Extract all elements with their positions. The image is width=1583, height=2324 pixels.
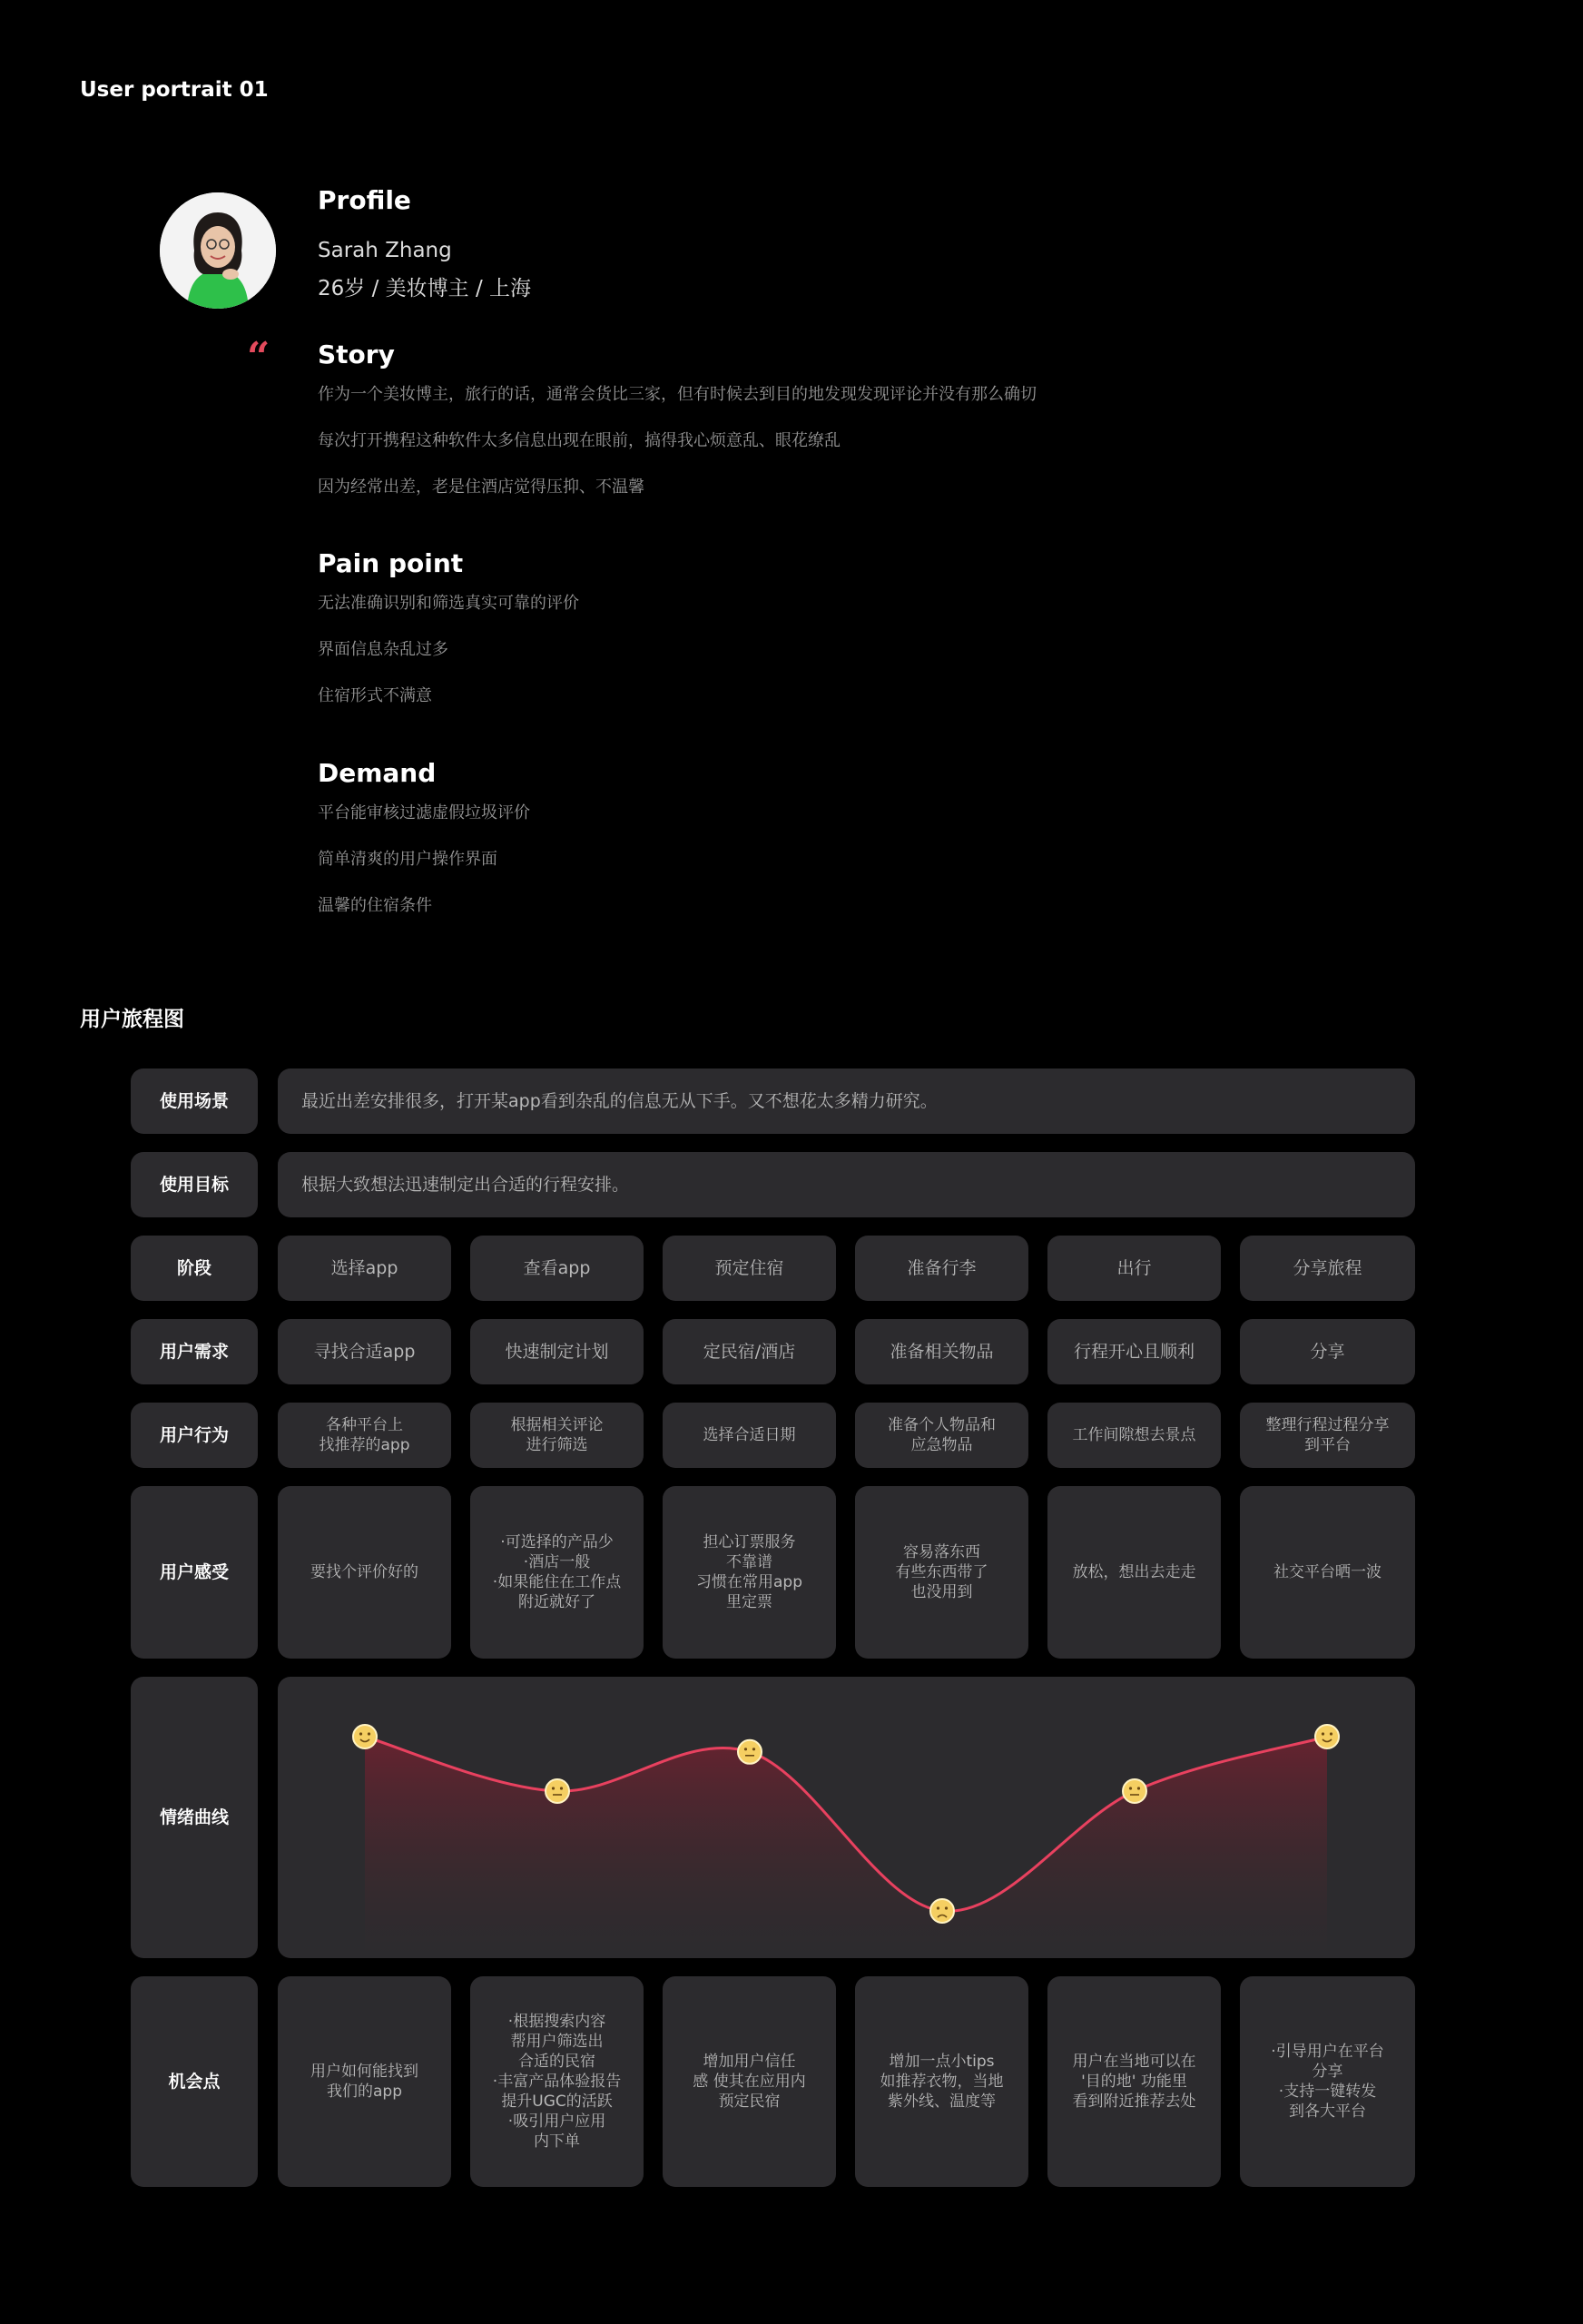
need-cell: 定民宿/酒店 xyxy=(663,1319,836,1384)
opportunity-cell: 用户在当地可以在 '目的地' 功能里 看到附近推荐去处 xyxy=(1047,1976,1221,2187)
quote-icon: “ xyxy=(247,334,270,380)
profile-section xyxy=(318,185,1316,301)
label-goal: 使用目标 xyxy=(131,1152,258,1217)
emotion-curve-svg xyxy=(278,1677,1415,1958)
scene-text: 最近出差安排很多，打开某app看到杂乱的信息无从下手。又不想花太多精力研究。 xyxy=(278,1068,1415,1134)
demand-line: 平台能审核过滤虚假垃圾评价 xyxy=(318,803,530,822)
demand-heading: Demand xyxy=(318,758,437,788)
demand-line: 温馨的住宿条件 xyxy=(318,896,432,915)
story-line: 因为经常出差，老是住酒店觉得压抑、不温馨 xyxy=(318,478,644,497)
emotion-point-happy-icon xyxy=(353,1725,377,1748)
feeling-cell: 容易落东西 有些东西带了 也没用到 xyxy=(855,1486,1028,1659)
opportunity-cell: 增加一点小tips 如推荐衣物，当地 紫外线、温度等 xyxy=(855,1976,1028,2187)
label-emotion: 情绪曲线 xyxy=(131,1677,258,1958)
stage-cell: 查看app xyxy=(470,1236,644,1301)
story-line: 作为一个美妆博主，旅行的话，通常会货比三家，但有时候去到目的地发现发现评论并没有那么确切 xyxy=(318,385,1037,404)
emotion-point-sad-icon xyxy=(930,1899,954,1923)
label-stage: 阶段 xyxy=(131,1236,258,1301)
feeling-cell: 担心订票服务 不靠谱 习惯在常用app 里定票 xyxy=(663,1486,836,1659)
label-scene: 使用场景 xyxy=(131,1068,258,1134)
emotion-point-happy-icon xyxy=(1315,1725,1339,1748)
behavior-cell: 工作间隙想去景点 xyxy=(1047,1403,1221,1468)
feeling-cell: 放松，想出去走走 xyxy=(1047,1486,1221,1659)
need-cell: 快速制定计划 xyxy=(470,1319,644,1384)
demand-section xyxy=(318,758,1316,915)
page-title: User portrait 01 xyxy=(80,78,269,102)
pain-point-line: 界面信息杂乱过多 xyxy=(318,640,448,659)
opportunity-cell: 增加用户信任 感 使其在应用内 预定民宿 xyxy=(663,1976,836,2187)
behavior-cell: 整理行程过程分享 到平台 xyxy=(1240,1403,1415,1468)
opportunity-cell: ·根据搜索内容 帮用户筛选出 合适的民宿 ·丰富产品体验报告 提升UGC的活跃 ·吸引用户应用 内下单 xyxy=(470,1976,644,2187)
pain-point-heading: Pain point xyxy=(318,548,464,578)
need-cell: 行程开心且顺利 xyxy=(1047,1319,1221,1384)
need-cell: 寻找合适app xyxy=(278,1319,451,1384)
behavior-cell: 根据相关评论 进行筛选 xyxy=(470,1403,644,1468)
stage-cell: 选择app xyxy=(278,1236,451,1301)
story-line: 每次打开携程这种软件太多信息出现在眼前，搞得我心烦意乱、眼花缭乱 xyxy=(318,431,841,450)
emotion-chart xyxy=(278,1677,1415,1958)
pain-point-line: 无法准确识别和筛选真实可靠的评价 xyxy=(318,594,579,613)
emotion-area xyxy=(365,1737,1327,1958)
profile-meta: 26岁 / 美妆博主 / 上海 xyxy=(318,277,532,300)
behavior-cell: 各种平台上 找推荐的app xyxy=(278,1403,451,1468)
story-heading: Story xyxy=(318,340,395,369)
label-behavior: 用户行为 xyxy=(131,1403,258,1468)
story-section xyxy=(318,340,1316,497)
need-cell: 分享 xyxy=(1240,1319,1415,1384)
label-opportunity: 机会点 xyxy=(131,1976,258,2187)
journey-title: 用户旅程图 xyxy=(80,1008,184,1031)
feeling-cell: 要找个评价好的 xyxy=(278,1486,451,1659)
label-feeling: 用户感受 xyxy=(131,1486,258,1659)
opportunity-cell: ·引导用户在平台 分享 ·支持一键转发 到各大平台 xyxy=(1240,1976,1415,2187)
emotion-point-neutral-icon xyxy=(546,1779,569,1803)
emotion-point-neutral-icon xyxy=(1123,1779,1146,1803)
behavior-cell: 选择合适日期 xyxy=(663,1403,836,1468)
emotion-point-neutral-icon xyxy=(738,1740,762,1764)
stage-cell: 出行 xyxy=(1047,1236,1221,1301)
label-need: 用户需求 xyxy=(131,1319,258,1384)
stage-cell: 预定住宿 xyxy=(663,1236,836,1301)
pain-point-line: 住宿形式不满意 xyxy=(318,686,432,705)
demand-line: 简单清爽的用户操作界面 xyxy=(318,850,497,869)
profile-name: Sarah Zhang xyxy=(318,239,452,262)
behavior-cell: 准备个人物品和 应急物品 xyxy=(855,1403,1028,1468)
avatar xyxy=(160,192,276,309)
feeling-cell: 社交平台晒一波 xyxy=(1240,1486,1415,1659)
opportunity-cell: 用户如何能找到 我们的app xyxy=(278,1976,451,2187)
stage-cell: 分享旅程 xyxy=(1240,1236,1415,1301)
goal-text: 根据大致想法迅速制定出合适的行程安排。 xyxy=(278,1152,1415,1217)
pain-point-section xyxy=(318,548,1316,705)
feeling-cell: ·可选择的产品少 ·酒店一般 ·如果能住在工作点 附近就好了 xyxy=(470,1486,644,1659)
profile-heading: Profile xyxy=(318,185,411,215)
stage-cell: 准备行李 xyxy=(855,1236,1028,1301)
need-cell: 准备相关物品 xyxy=(855,1319,1028,1384)
